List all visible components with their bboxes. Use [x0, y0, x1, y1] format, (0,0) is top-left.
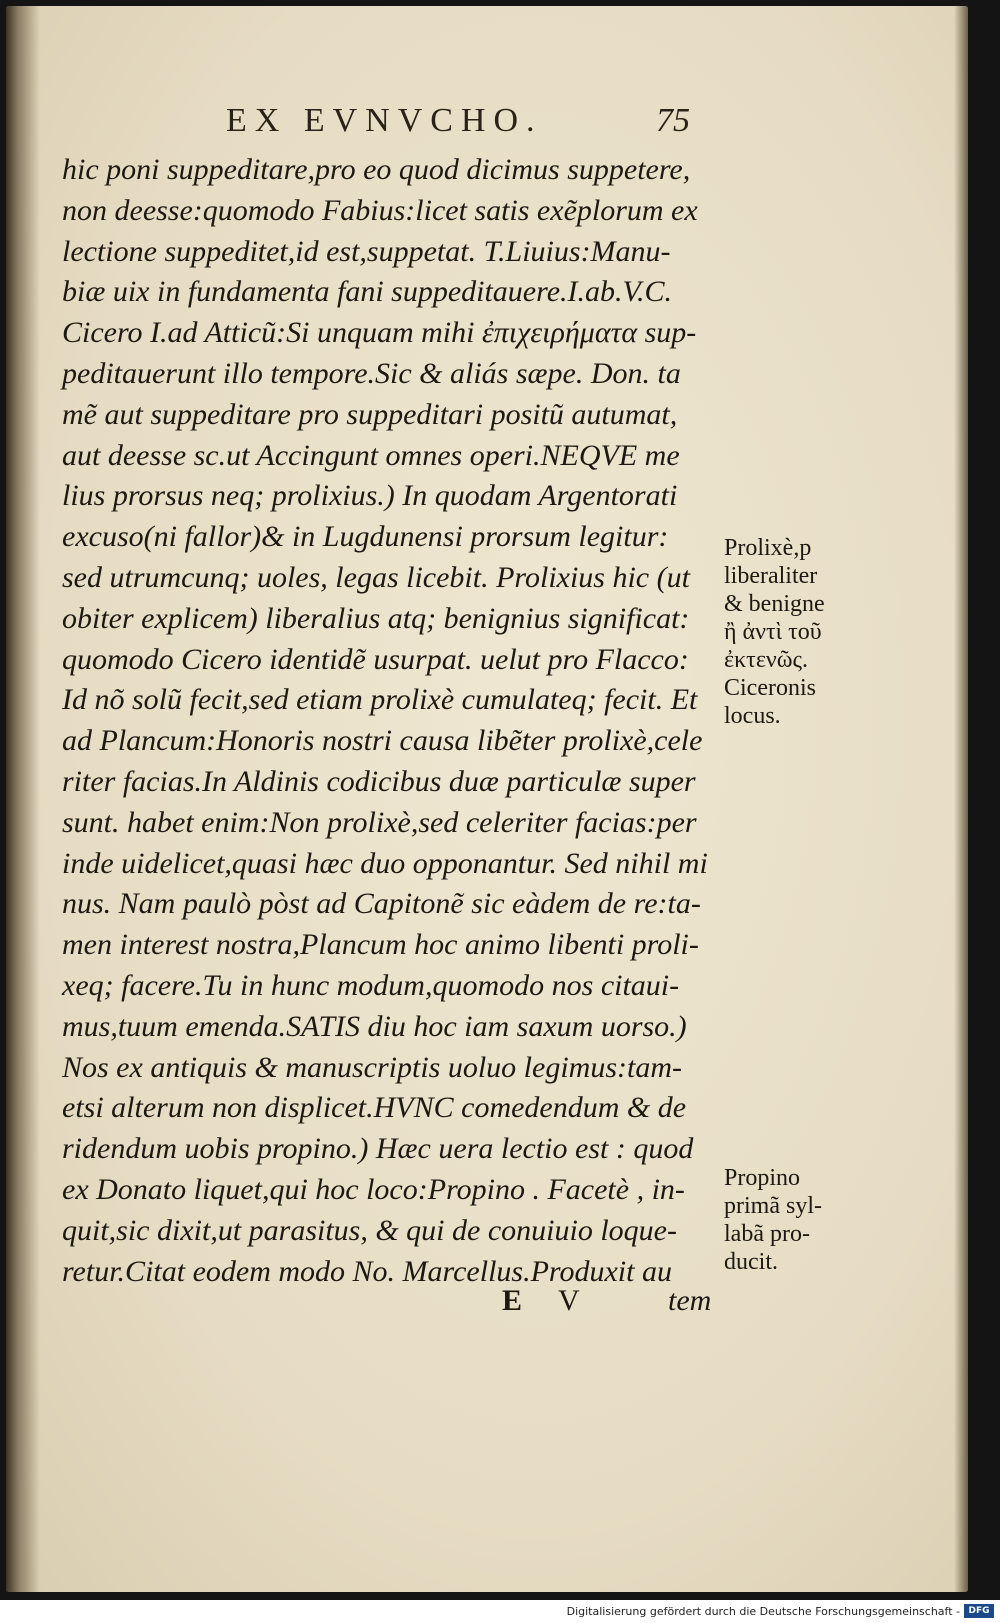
- signature-mark: V: [558, 1284, 580, 1317]
- text-line: Nos ex antiquis & manuscriptis uoluo legimus:tam-: [62, 1050, 682, 1084]
- margin-note-line: & benigne: [724, 591, 825, 617]
- margin-note-line: ἐκτενῶς.: [724, 647, 809, 673]
- text-line: hic poni suppeditare,pro eo quod dicimus suppetere,: [62, 153, 691, 186]
- text-line: Cicero I.ad Atticũ:Si unquam mihi ἐπιχειρήματα sup-: [62, 316, 697, 350]
- margin-note-line: ducit.: [724, 1249, 778, 1275]
- signature-mark: E: [502, 1284, 523, 1317]
- margin-note-line: Ciceronis: [724, 675, 816, 701]
- text-line: ex Donato liquet,qui hoc loco:Propino . Facetè , in-: [62, 1172, 685, 1206]
- text-line: inde uidelicet,quasi hæc duo opponantur. Sed nihil mi: [62, 846, 708, 880]
- text-line: nus. Nam paulò pòst ad Capitonẽ sic eàdem de re:ta-: [62, 887, 701, 921]
- text-line: aut deesse sc.ut Accingunt omnes operi.NEQVE me: [62, 438, 680, 472]
- text-line: retur.Citat eodem modo No. Marcellus.Produxit au: [62, 1254, 672, 1288]
- margin-note: [724, 534, 874, 730]
- text-line: quomodo Cicero identidẽ usurpat. uelut pro Flacco:: [62, 642, 689, 676]
- margin-note-line: ἢ ἀντὶ τοῦ: [724, 619, 822, 645]
- margin-note-line: locus.: [724, 703, 781, 729]
- text-line: men interest nostra,Plancum hoc animo libenti proli-: [62, 928, 699, 962]
- text-line: peditauerunt illo tempore.Sic & aliás sæpe. Don. ta: [62, 356, 681, 390]
- margin-note-line: primã syl-: [724, 1193, 822, 1219]
- running-head: EX EVNVCHO.: [226, 102, 543, 139]
- book-page: [6, 6, 968, 1592]
- text-line: sunt. habet enim:Non prolixè,sed celeriter facias:per: [62, 805, 697, 839]
- text-line: lectione suppeditet,id est,suppetat. T.Liuius:Manu-: [62, 234, 671, 268]
- margin-note-line: labã pro-: [724, 1221, 810, 1247]
- text-line: Id nõ solũ fecit,sed etiam prolixè cumulateq; fecit. Et: [62, 683, 698, 717]
- text-line: obiter explicem) liberalius atq; benignius significat:: [62, 601, 690, 635]
- margin-note: [724, 1164, 874, 1276]
- text-line: ridendum uobis propino.) Hæc uera lectio est : quod: [62, 1132, 694, 1166]
- catchword: tem: [668, 1284, 712, 1317]
- funding-credit: Digitalisierung gefördert durch die Deutsche Forschungsgemeinschaft -: [566, 1605, 960, 1618]
- footer-bar: [0, 1600, 1000, 1623]
- body-text: [62, 150, 742, 1292]
- text-line: quit,sic dixit,ut parasitus, & qui de conuiuio loque-: [62, 1213, 677, 1247]
- text-line: etsi alterum non displicet.HVNC comedendum & de: [62, 1091, 687, 1125]
- text-line: sed utrumcunq; uoles, legas licebit. Prolixius hic (ut: [62, 560, 690, 594]
- text-line: non deesse:quomodo Fabius:licet satis exẽplorum ex: [62, 193, 698, 227]
- text-line: excuso(ni fallor)& in Lugdunensi prorsum legitur:: [62, 520, 669, 554]
- text-line: biæ uix in fundamenta fani suppeditauere.I.ab.V.C.: [62, 275, 672, 309]
- text-line: riter facias.In Aldinis codicibus duæ particulæ super: [62, 764, 696, 798]
- page-number: 75: [656, 102, 690, 139]
- margin-note-line: liberaliter: [724, 563, 818, 589]
- gutter-shadow: [6, 6, 40, 1592]
- page-edge: [954, 6, 968, 1592]
- text-line: lius prorsus neq; prolixius.) In quodam Argentorati: [62, 479, 678, 513]
- text-line: ad Plancum:Honoris nostri causa libẽter prolixè,cele: [62, 724, 703, 758]
- margin-note-line: Propino: [724, 1165, 801, 1191]
- dfg-logo: DFG: [964, 1604, 994, 1618]
- text-line: xeq; facere.Tu in hunc modum,quomodo nos citaui-: [62, 968, 680, 1002]
- text-line: mus,tuum emenda.SATIS diu hoc iam saxum uorso.): [62, 1009, 687, 1043]
- text-line: mẽ aut suppeditare pro suppeditari positũ autumat,: [62, 397, 678, 431]
- margin-note-line: Prolixè,p: [724, 535, 812, 561]
